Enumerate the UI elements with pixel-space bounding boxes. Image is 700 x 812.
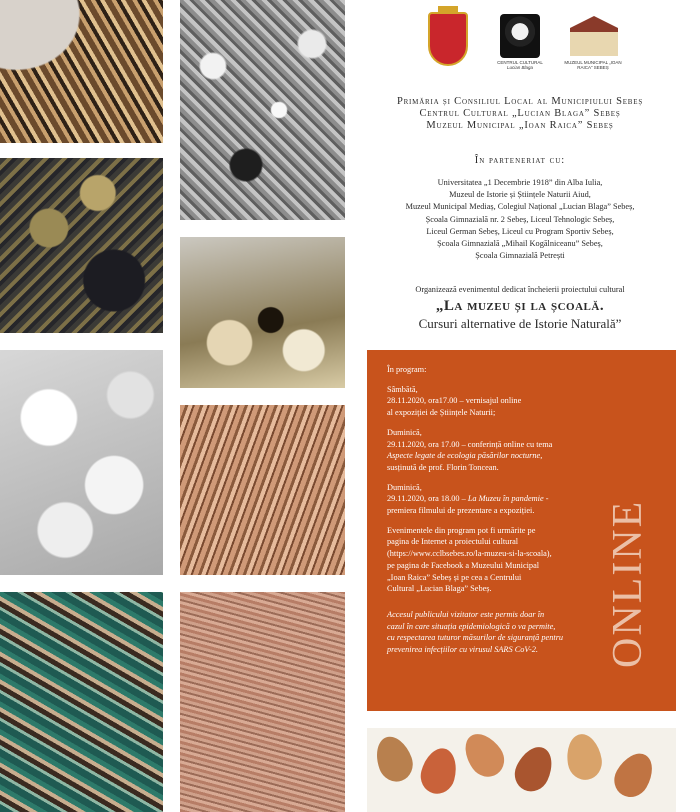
partnership-title: În parteneriat cu: [474, 155, 566, 166]
bird-feather-photo-green [0, 592, 163, 812]
mineral-photo-pyrite [0, 158, 163, 333]
bird-feather-photo [0, 0, 163, 143]
partner-line: Liceul German Sebeș, Liceul cu Program Sportiv Sebeș, [426, 226, 614, 236]
partner-line: Muzeul Municipal Mediaș, Colegiul Național „Lucian Blaga” Sebeș, [405, 202, 635, 212]
program-text [387, 364, 627, 664]
leaf-shape [563, 731, 604, 782]
event-1: Sâmbătă, 28.11.2020, ora17.00 – vernisajul online al expoziției de Științele Naturii; [387, 384, 522, 418]
organizer-text: Organizează evenimentul dedicat încheierii proiectului cultural [415, 285, 625, 294]
logo-strip [420, 10, 620, 80]
rock-texture-photo [180, 592, 345, 812]
partner-line: Universitatea „1 Decembrie 1918” din Alba Iulia, [437, 178, 603, 187]
mineral-photo-calcite [180, 237, 345, 388]
event-2: Duminică, 29.11.2020, ora 17.00 – conferință online cu tema Aspecte legate de ecologia păsărilor nocturne, susținută de prof. Florin Toncean. [387, 427, 553, 472]
header-line-2: Centrul Cultural „Lucian Blaga” Sebeș [419, 108, 621, 119]
mineral-photo-crystals [180, 0, 345, 220]
header-line-3: Muzeul Municipal „Ioan Raica” Sebeș [426, 120, 614, 131]
partner-line: Școala Gimnazială Petrești [475, 251, 565, 261]
event-3: Duminică, 29.11.2020, ora 18.00 – La Muzeu în pandemie - premiera filmului de prezentare a expoziției. [387, 482, 549, 516]
program-panel [367, 350, 676, 711]
header-line-1: Primăria și Consiliul Local al Municipiului Sebeș [396, 96, 644, 107]
museum-caption: MUZEUL MUNICIPAL „IOAN RAICA” SEBEȘ [564, 60, 622, 70]
streaming-info: Evenimentele din program pot fi urmărite pe pagina de Internet a proiectului cultural (https://www.cclbsebes.ro/la-muzeu-si-la-scoala), pe pagina de Facebook a Muzeului Municipal „Ioan Raica” Sebeș și pe cea a Centrului Cultural „Lucian Blaga” Sebeș. [387, 525, 552, 594]
leaf-shape [457, 728, 511, 784]
leaf-shape [509, 741, 559, 797]
online-label: ONLINE [605, 499, 651, 669]
partners-list [367, 177, 673, 262]
partner-line: Școala Gimnazială nr. 2 Sebeș, Liceul Tehnologic Sebeș, [425, 214, 615, 224]
mineral-photo-barite [180, 405, 345, 575]
cultural-center-caption: CENTRUL CULTURAL Lucian Blaga [497, 60, 543, 70]
partner-line: Muzeul de Istorie și Științele Naturii Aiud, [449, 190, 591, 200]
leaf-shape [608, 747, 660, 804]
leaf-shape [370, 732, 418, 787]
city-crest-logo [428, 12, 468, 66]
museum-logo [570, 16, 618, 56]
organizers-heading [367, 96, 673, 132]
leaf-shape [417, 744, 462, 797]
cultural-center-logo [500, 14, 540, 58]
program-heading: În program: [387, 365, 427, 374]
project-subtitle: Cursuri alternative de Istorie Naturală” [418, 316, 622, 331]
leaves-herbarium-photo [367, 728, 676, 812]
access-notice: Accesul publicului vizitator este permis doar în cazul în care situația epidemiologică o va permite, cu respectarea tuturor măsurilor de siguranță pentru prevenirea infecțiilor cu virusul SARS CoV-2. [387, 609, 564, 655]
project-title: „La muzeu și la școală. [435, 298, 605, 314]
partner-line: Școala Gimnazială „Mihail Kogălniceanu” Sebeș, [437, 239, 603, 249]
mineral-photo-quartz [0, 350, 163, 575]
